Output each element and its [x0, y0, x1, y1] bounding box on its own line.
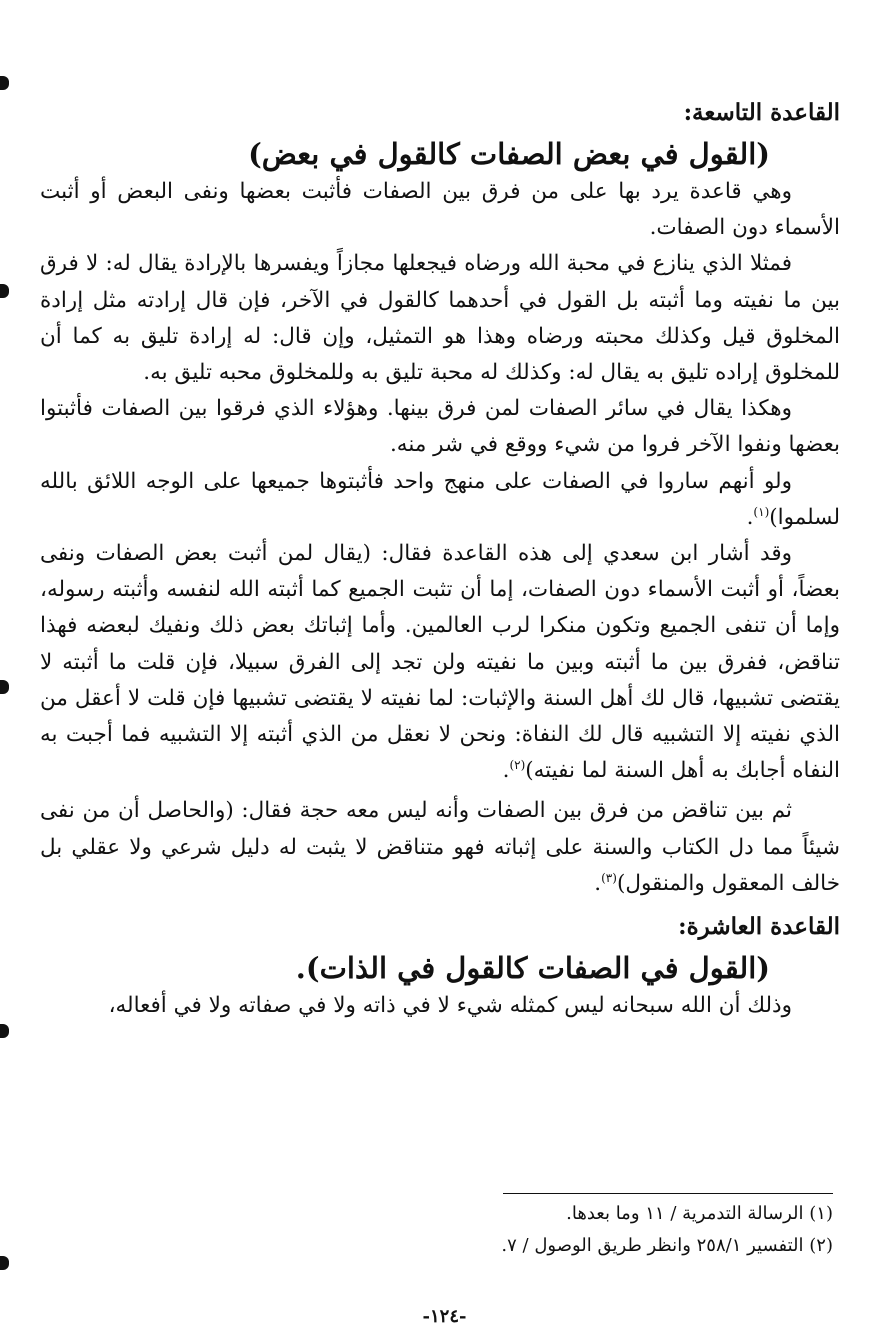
footnote-2: (٢) التفسير ٢٥٨/١ وانظر طريق الوصول / ٧.	[501, 1235, 833, 1256]
rule9-paragraph-4: ولو أنهم ساروا في الصفات على منهج واحد فأثبتوها جميعها على الوجه اللائق بالله لسلموا)$^{(١)}$.	[40, 468, 840, 530]
rule9-paragraph-1: وهي قاعدة يرد بها على من فرق بين الصفات فأثبت بعضها ونفى البعض أو أثبت الأسماء دون الصفات.	[40, 179, 840, 241]
scan-mark	[0, 1256, 9, 1270]
rule9-paragraph-3: وهكذا يقال في سائر الصفات لمن فرق بينها. وهؤلاء الذي فرقوا بين الصفات فأثبتوا بعضها ونفوا الآخر فروا من شيء ووقع في شر منه.	[40, 396, 840, 458]
footnote-ref-2: (٢)	[509, 758, 526, 773]
rule10-paragraph: وذلك أن الله سبحانه ليس كمثله شيء لا في ذاته ولا في صفاته ولا في أفعاله،	[108, 993, 792, 1019]
page-number: -١٢٤-	[422, 1306, 467, 1327]
footnote-ref-1: (١)	[753, 504, 770, 519]
footnotes	[43, 1193, 833, 1262]
scan-mark	[0, 680, 9, 694]
footnote-1: (١) الرسالة التدمرية / ١١ وما بعدها.	[566, 1203, 833, 1224]
rule10-heading: القاعدة العاشرة:	[678, 913, 840, 941]
rule9-heading: القاعدة التاسعة:	[683, 99, 840, 126]
rule9-paragraph-2: فمثلا الذي ينازع في محبة الله ورضاه فيجعلها مجازاً ويفسرها بالإرادة يقال له: لا فرق بين ما نفيته وما أثبته بل القول في أحدهما كالقول في الآخر، فإن قال إرادته مثل إرادة المخلوق قيل وكذلك محبته ورضاه وهذا هو التمثيل، وإن قال: له إرادة تليق به كما أن للمخلوق إراده تليق به يقال له: وكذلك له محبة تليق به وللمخلوق محبه تليق به.	[40, 251, 840, 386]
paragraph-text: ولو أنهم ساروا في الصفات على منهج واحد فأثبتوها جميعها على الوجه اللائق بالله لسلموا)	[40, 468, 840, 530]
scan-mark	[0, 1024, 9, 1038]
page-body	[40, 96, 840, 1024]
footnote-ref-3: (٣)	[601, 870, 617, 885]
rule9-title: (القول في بعض الصفات كالقول في بعض)	[248, 137, 770, 171]
rule9-paragraph-5: وقد أشار ابن سعدي إلى هذه القاعدة فقال: (يقال لمن أثبت بعض الصفات ونفى بعضاً، أو أثبت الأسماء دون الصفات، إما أن تثبت الجميع كما أثبته الله لنفسه وأثبته رسوله، وإما أن تنفى الجميع وتكون منكرا لرب العالمين. وأما إثباتك بعض ذلك ونفيك لبعضه فهذا تناقض، ففرق بين ما أثبته وبين ما نفيته ولن تجد إلى الفرق سبيلا، فإن قلت ما أثبته لا يقتضى تشبيها، قال لك أهل السنة والإثبات: لما نفيته لا يقتضى تشبيها فإن قلت لا أعقل من الذي نفيته إلا التشبيه قال لك النفاة: ونحن لا نعقل من الذي أثبته إلا التشبيه فما أجبت به النفاه أجابك به أهل السنة لما نفيته)$^{(٢)}$.	[40, 541, 840, 784]
footnote-divider	[503, 1193, 833, 1194]
paragraph-text: وقد أشار ابن سعدي إلى هذه القاعدة فقال: (يقال لمن أثبت بعض الصفات ونفى بعضاً، أو أثبت الأسماء دون الصفات، إما أن تثبت الجميع كما أثبته الله لنفسه وأثبته رسوله، وإما أن تنفى الجميع وتكون منكرا لرب العالمين. وأما إثباتك بعض ذلك ونفيك لبعضه فهذا تناقض، ففرق بين ما أثبته وبين ما نفيته ولن تجد إلى الفرق سبيلا، فإن قلت ما أثبته لا يقتضى تشبيها، قال لك أهل السنة والإثبات: لما نفيته لا يقتضى تشبيها فإن قلت لا أعقل من الذي نفيته إلا التشبيه قال لك النفاة: ونحن لا نعقل من الذي أثبته إلا التشبيه فما أجبت به النفاه أجابك به أهل السنة لما نفيته)	[40, 541, 840, 784]
scan-mark	[0, 76, 9, 90]
scan-mark	[0, 284, 9, 298]
paragraph-text: ثم بين تناقض من فرق بين الصفات وأنه ليس معه حجة فقال: (والحاصل أن من نفى شيئاً مما دل الكتاب والسنة على إثباته فهو متناقض لا يثبت له دليل شرعي ولا عقلي بل خالف المعقول والمنقول)	[40, 798, 840, 896]
rule10-title: (القول في الصفات كالقول في الذات).	[295, 951, 770, 986]
rule9-paragraph-6: ثم بين تناقض من فرق بين الصفات وأنه ليس معه حجة فقال: (والحاصل أن من نفى شيئاً مما دل الكتاب والسنة على إثباته فهو متناقض لا يثبت له دليل شرعي ولا عقلي بل خالف المعقول والمنقول)$^{(٣)}$.	[40, 798, 840, 896]
